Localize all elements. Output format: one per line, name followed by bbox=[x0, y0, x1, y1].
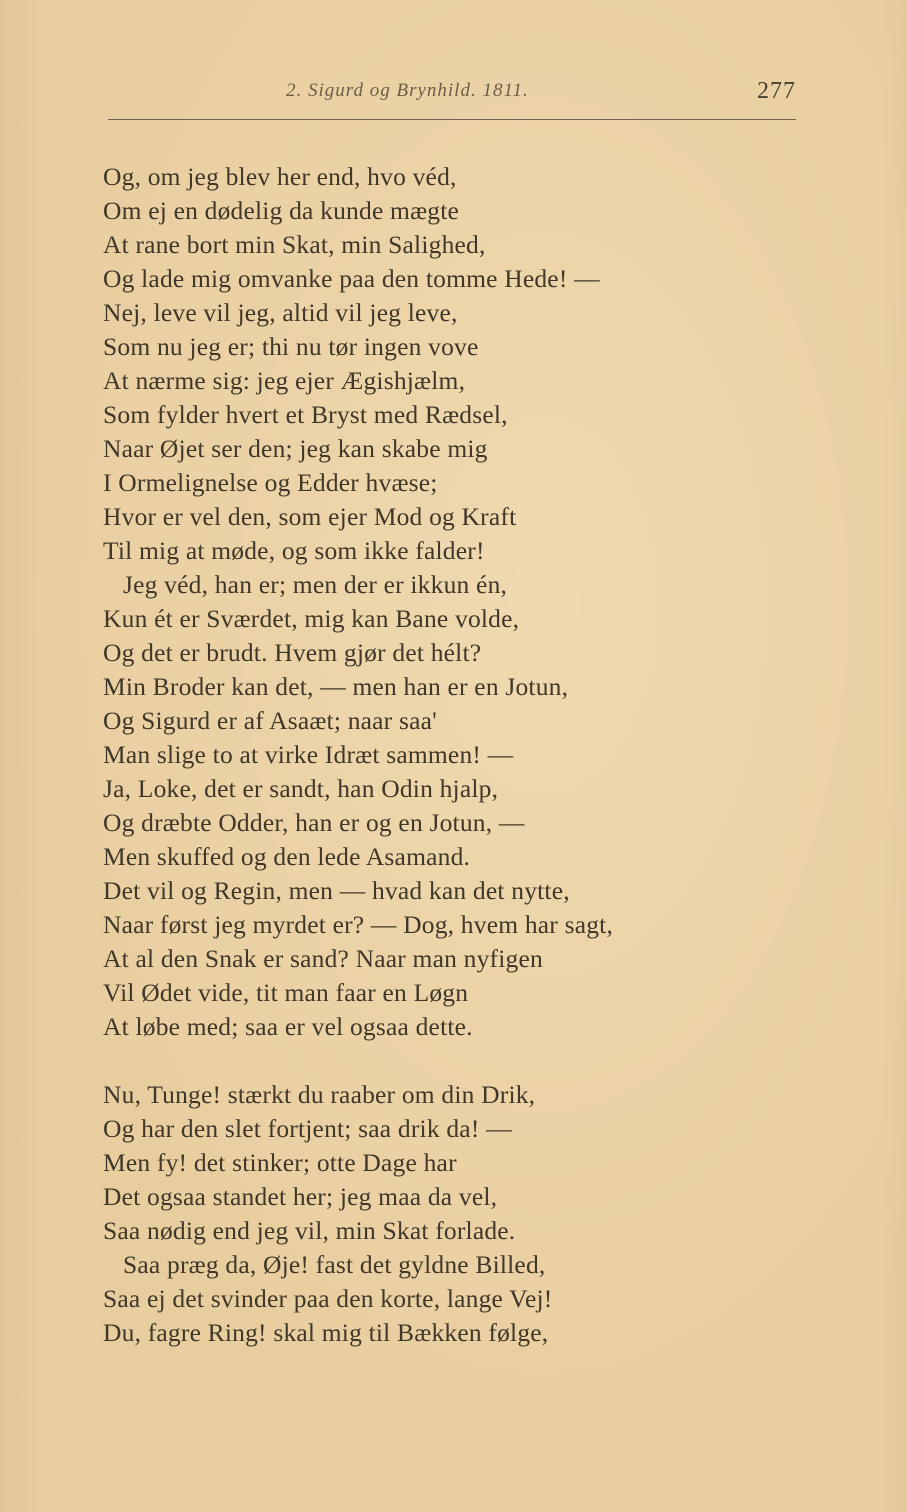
verse-line: Det vil og Regin, men — hvad kan det nytte, bbox=[103, 876, 570, 905]
verse-line: Saa præg da, Øje! fast det gyldne Billed, bbox=[123, 1250, 546, 1279]
verse-line: Og Sigurd er af Asaæt; naar saa' bbox=[103, 706, 437, 735]
verse-line: Min Broder kan det, — men han er en Jotun, bbox=[103, 672, 569, 701]
verse-line: I Ormelignelse og Edder hvæse; bbox=[103, 468, 438, 497]
verse-line: At rane bort min Skat, min Salighed, bbox=[103, 230, 486, 259]
page-number: 277 bbox=[757, 78, 796, 104]
verse-line: Jeg véd, han er; men der er ikkun én, bbox=[123, 570, 508, 599]
verse-line: Nej, leve vil jeg, altid vil jeg leve, bbox=[103, 298, 458, 327]
verse-line: Kun ét er Sværdet, mig kan Bane volde, bbox=[103, 604, 520, 633]
verse-line: Og lade mig omvanke paa den tomme Hede! — bbox=[103, 264, 600, 293]
verse-line: Saa nødig end jeg vil, min Skat forlade. bbox=[103, 1216, 516, 1245]
verse-line: At nærme sig: jeg ejer Ægishjælm, bbox=[103, 366, 466, 395]
verse-line: Naar Øjet ser den; jeg kan skabe mig bbox=[103, 434, 488, 463]
verse-line: Til mig at møde, og som ikke falder! bbox=[103, 536, 485, 565]
verse-line: Nu, Tunge! stærkt du raaber om din Drik, bbox=[103, 1080, 536, 1109]
verse-line: Du, fagre Ring! skal mig til Bækken følge, bbox=[103, 1318, 549, 1347]
verse-line: Og har den slet fortjent; saa drik da! — bbox=[103, 1114, 512, 1143]
verse-line: At løbe med; saa er vel ogsaa dette. bbox=[103, 1012, 473, 1041]
verse-line: Som nu jeg er; thi nu tør ingen vove bbox=[103, 332, 479, 361]
stanza-1 bbox=[103, 160, 823, 1044]
verse-line: Naar først jeg myrdet er? — Dog, hvem har sagt, bbox=[103, 910, 614, 939]
verse-line: Vil Ødet vide, tit man faar en Løgn bbox=[103, 978, 469, 1007]
verse-line: Det ogsaa standet her; jeg maa da vel, bbox=[103, 1182, 498, 1211]
verse-line: Og dræbte Odder, han er og en Jotun, — bbox=[103, 808, 525, 837]
running-head bbox=[286, 80, 796, 110]
verse-line: Hvor er vel den, som ejer Mod og Kraft bbox=[103, 502, 517, 531]
verse-body bbox=[103, 160, 823, 1384]
verse-line: Og det er brudt. Hvem gjør det hélt? bbox=[103, 638, 482, 667]
verse-line: Man slige to at virke Idræt sammen! — bbox=[103, 740, 514, 769]
verse-line: Og, om jeg blev her end, hvo véd, bbox=[103, 162, 457, 191]
header-rule-divider bbox=[108, 119, 796, 120]
verse-line: Om ej en dødelig da kunde mægte bbox=[103, 196, 460, 225]
verse-line: Som fylder hvert et Bryst med Rædsel, bbox=[103, 400, 508, 429]
stanza-2 bbox=[103, 1078, 823, 1350]
verse-line: At al den Snak er sand? Naar man nyfigen bbox=[103, 944, 543, 973]
verse-line: Saa ej det svinder paa den korte, lange Vej! bbox=[103, 1284, 553, 1313]
verse-line: Ja, Loke, det er sandt, han Odin hjalp, bbox=[103, 774, 499, 803]
verse-line: Men fy! det stinker; otte Dage har bbox=[103, 1148, 457, 1177]
verse-line: Men skuffed og den lede Asamand. bbox=[103, 842, 471, 871]
running-title: 2. Sigurd og Brynhild. 1811. bbox=[286, 80, 529, 101]
